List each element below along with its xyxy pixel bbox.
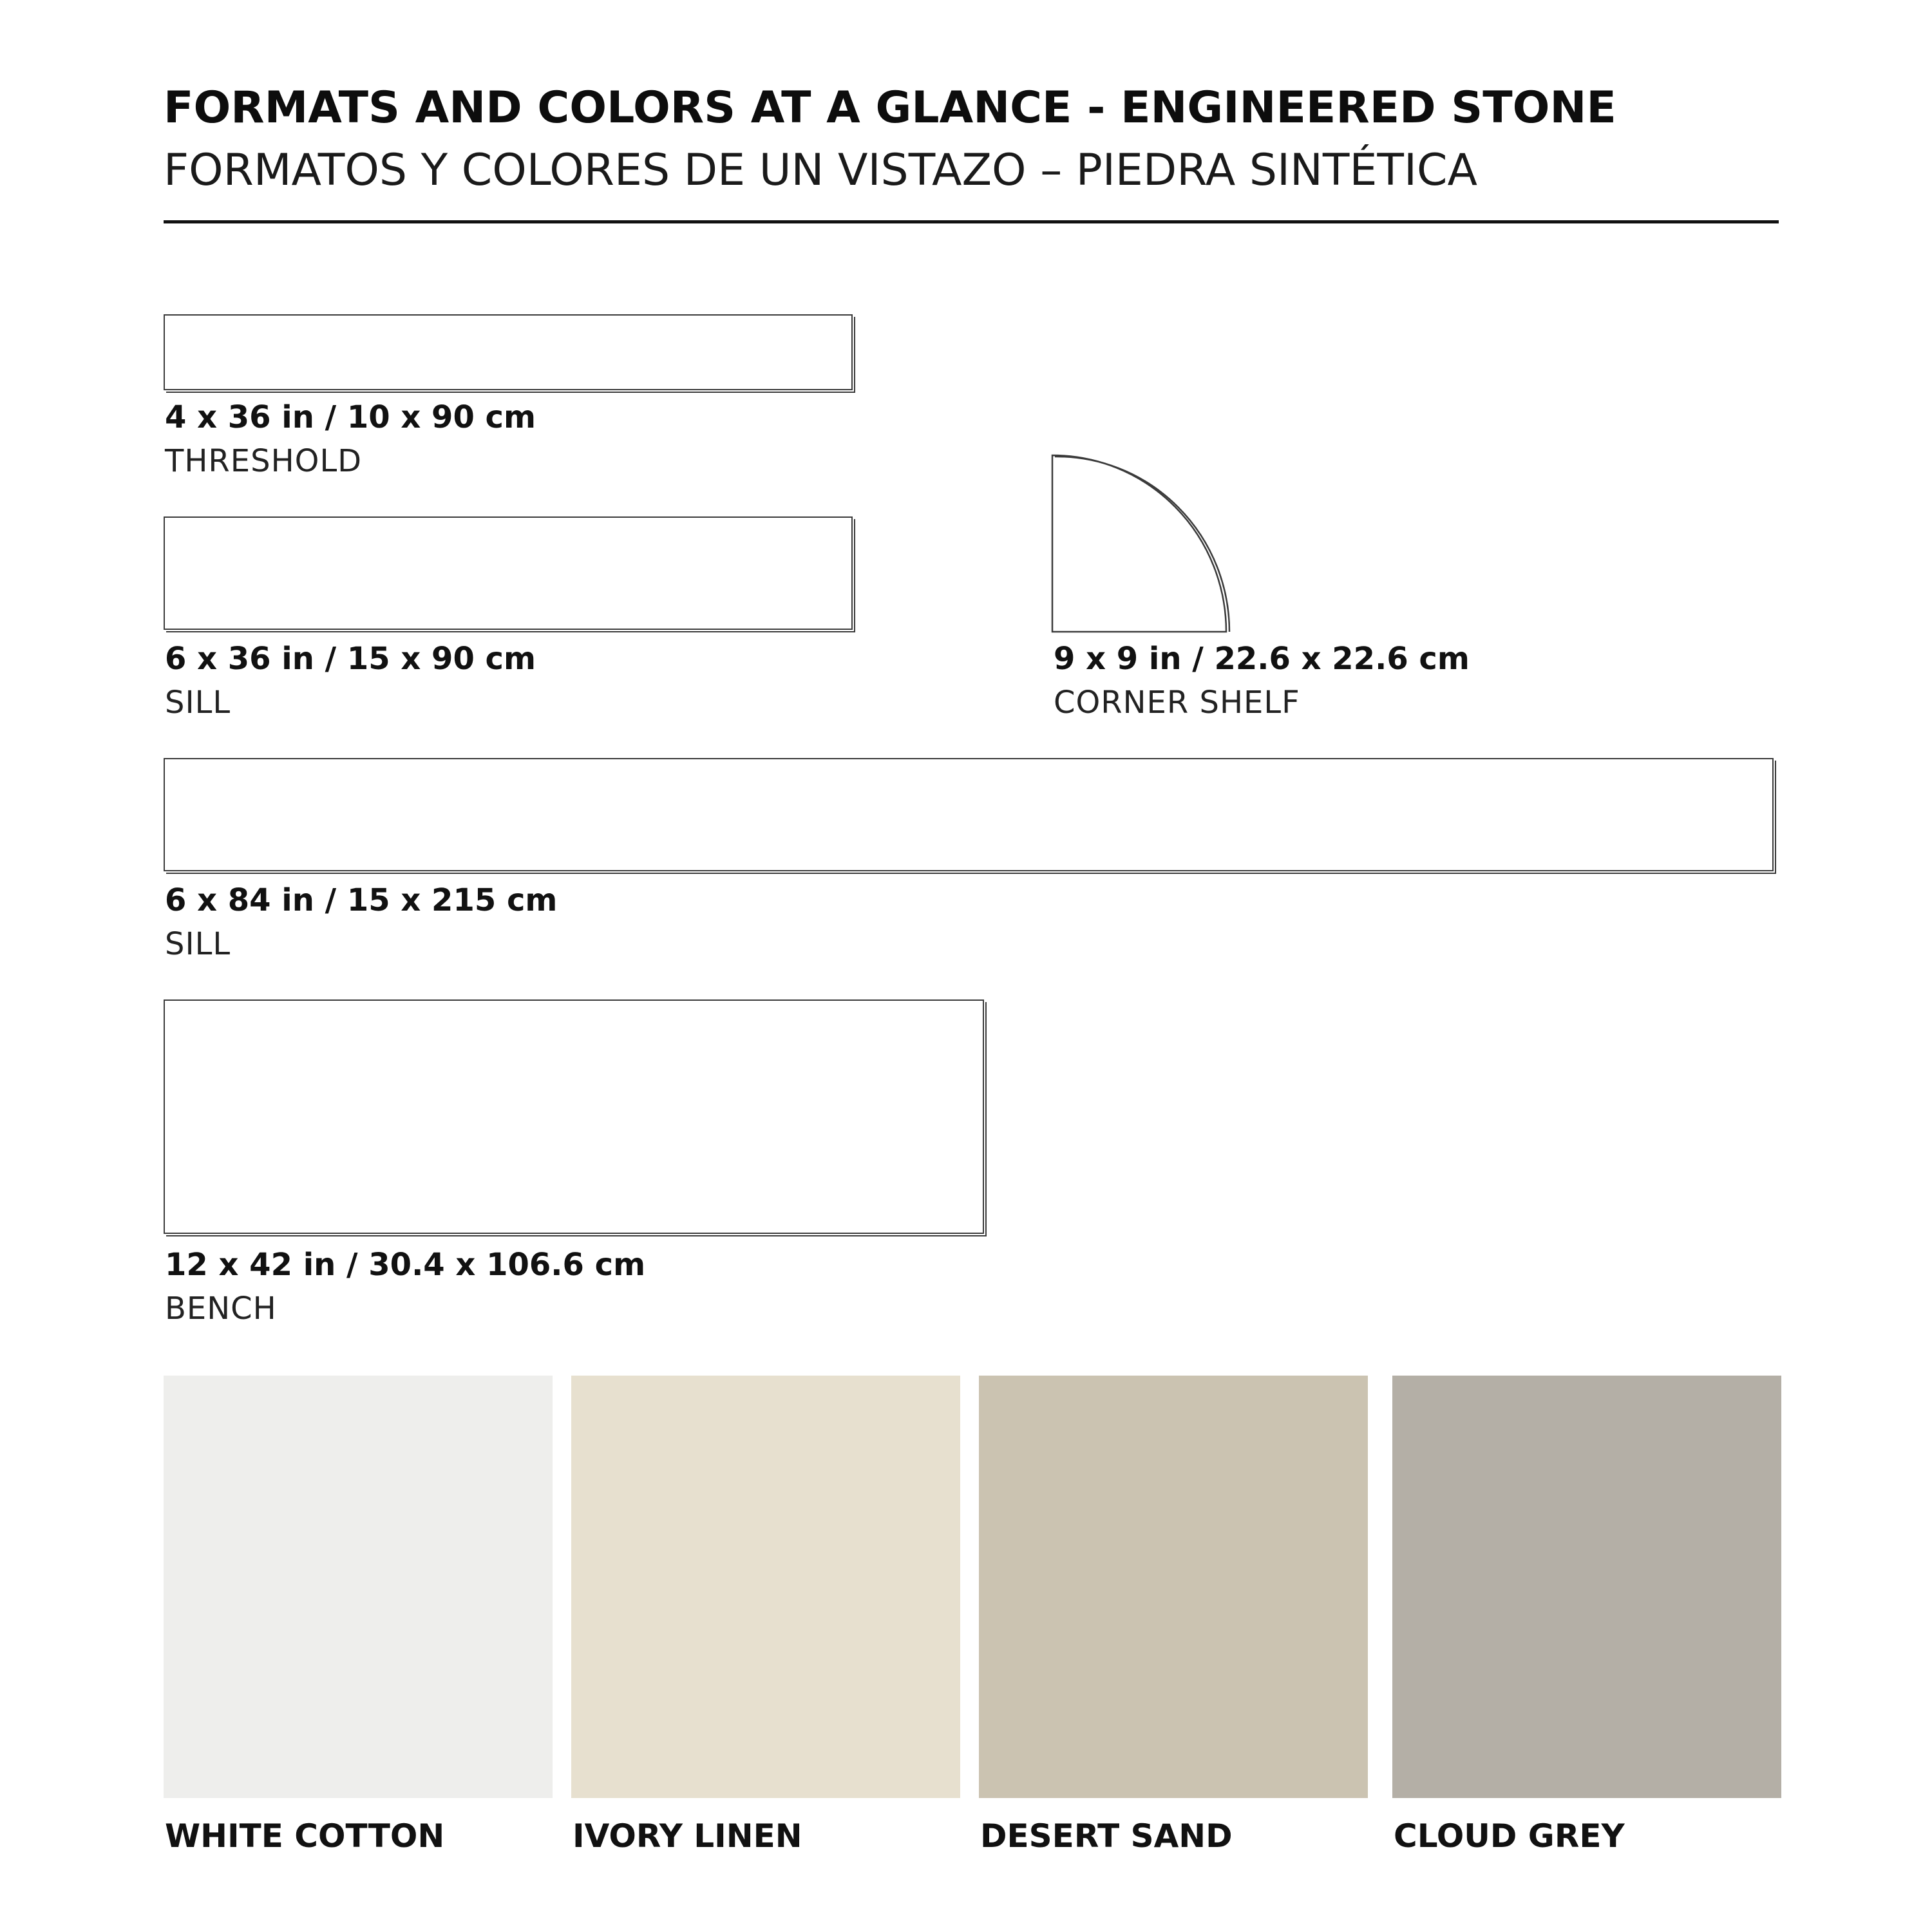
- corner-shelf-name: CORNER SHELF: [1054, 685, 1300, 721]
- desert-sand-swatch: [979, 1376, 1368, 1798]
- cloud-grey-label: CLOUD GREY: [1394, 1817, 1625, 1855]
- threshold-format-outline: [164, 314, 853, 390]
- threshold-name: THRESHOLD: [165, 443, 363, 479]
- sill-36-dimensions: 6 x 36 in / 15 x 90 cm: [165, 641, 536, 677]
- cloud-grey-swatch: [1392, 1376, 1781, 1798]
- bench-name: BENCH: [165, 1291, 277, 1327]
- sill-84-name: SILL: [165, 926, 231, 962]
- bench-dimensions: 12 x 42 in / 30.4 x 106.6 cm: [165, 1247, 646, 1283]
- sill-84-format-outline: [164, 758, 1774, 871]
- sill-36-name: SILL: [165, 685, 231, 721]
- page-subtitle: FORMATOS Y COLORES DE UN VISTAZO – PIEDRA SINTÉTICA: [164, 145, 1477, 196]
- sill-84-dimensions: 6 x 84 in / 15 x 215 cm: [165, 882, 558, 918]
- page-title: FORMATS AND COLORS AT A GLANCE - ENGINEERED STONE: [164, 82, 1616, 133]
- threshold-dimensions: 4 x 36 in / 10 x 90 cm: [165, 399, 536, 435]
- corner-shelf-format-outline: [1051, 454, 1231, 636]
- sill-36-format-outline: [164, 516, 853, 630]
- desert-sand-label: DESERT SAND: [980, 1817, 1233, 1855]
- corner-shelf-dimensions: 9 x 9 in / 22.6 x 22.6 cm: [1054, 641, 1470, 677]
- ivory-linen-label: IVORY LINEN: [573, 1817, 802, 1855]
- bench-format-outline: [164, 999, 984, 1234]
- header-divider: [164, 220, 1779, 223]
- white-cotton-swatch: [164, 1376, 553, 1798]
- ivory-linen-swatch: [571, 1376, 960, 1798]
- white-cotton-label: WHITE COTTON: [165, 1817, 445, 1855]
